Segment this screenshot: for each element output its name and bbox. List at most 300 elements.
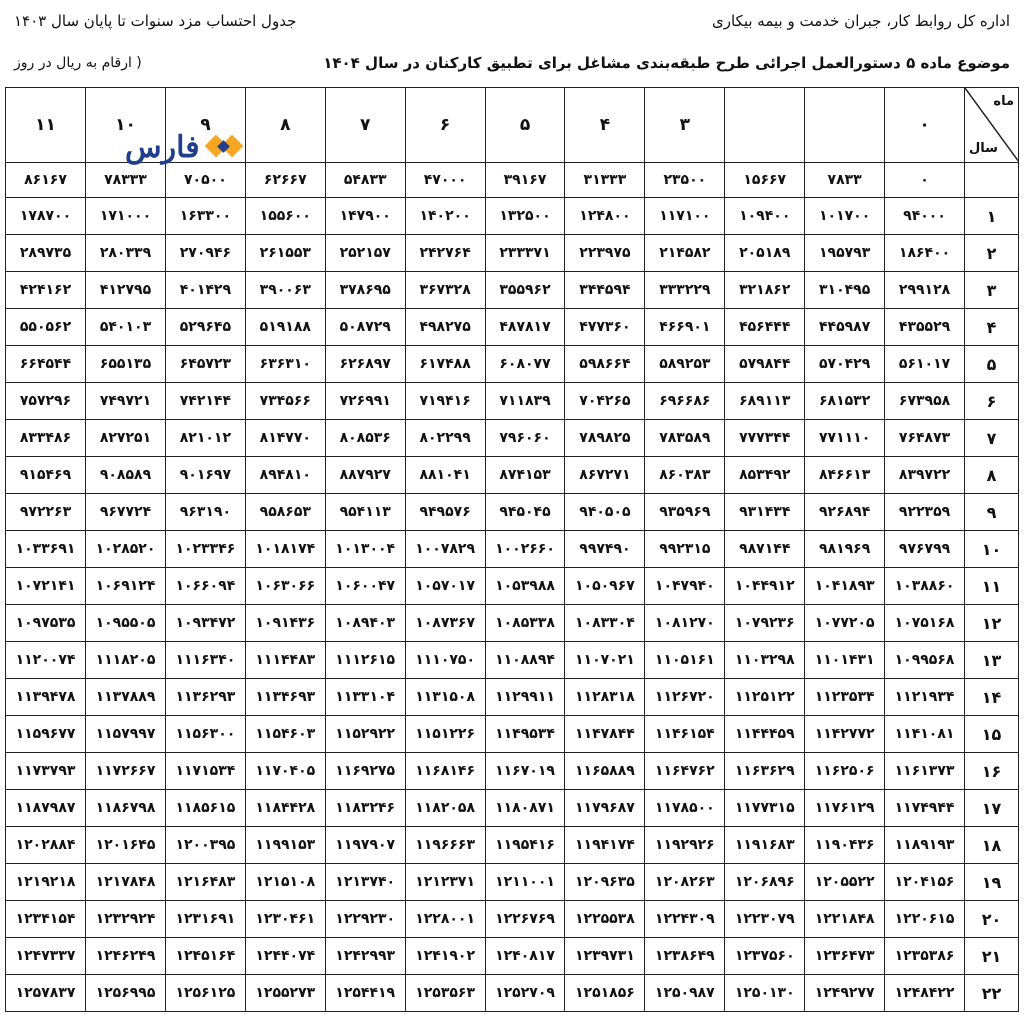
- table-cell: ۱۲۴۵۱۶۴: [165, 938, 245, 975]
- table-cell: ۴۶۶۹۰۱: [645, 309, 725, 346]
- table-cell: ۲۳۳۳۷۱: [485, 235, 565, 272]
- table-cell: ۸۵۳۴۹۲: [725, 457, 805, 494]
- table-cell: ۱۰۸۹۴۰۳: [325, 605, 405, 642]
- table-cell: ۱۸۶۴۰۰: [885, 235, 965, 272]
- table-cell: ۱۰۵۰۹۶۷: [565, 568, 645, 605]
- table-row: [6, 457, 1019, 494]
- table-cell: ۱۱۶۵۸۸۹: [565, 753, 645, 790]
- table-cell: ۲۶۱۵۵۳: [245, 235, 325, 272]
- table-row: [6, 605, 1019, 642]
- table-cell: ۱۱۶۹۲۷۵: [325, 753, 405, 790]
- table-row: [6, 198, 1019, 235]
- table-cell: ۱۱۹۶۶۶۳: [405, 827, 485, 864]
- table-cell: ۱۲۵۳۵۶۳: [405, 975, 485, 1012]
- table-cell: ۹۲۲۳۵۹: [885, 494, 965, 531]
- table-cell: ۱۱۰۸۸۹۴: [485, 642, 565, 679]
- table-cell: ۲۹۹۱۲۸: [885, 272, 965, 309]
- logo-text: فارس: [125, 129, 200, 165]
- table-cell: ۱۲۳۲۹۲۴: [86, 901, 166, 938]
- table-row: [6, 938, 1019, 975]
- table-cell: ۱۱۵۴۶۰۳: [245, 716, 325, 753]
- year-label: ۱۹: [965, 864, 1019, 901]
- table-cell: ۱۰۲۳۳۴۶: [165, 531, 245, 568]
- table-cell: ۸۸۱۰۴۱: [405, 457, 485, 494]
- fars-logo: [125, 126, 265, 168]
- table-cell: ۱۱۸۰۸۷۱: [485, 790, 565, 827]
- table-cell: ۹۰۸۵۸۹: [86, 457, 166, 494]
- table-cell: ۱۲۲۸۰۰۱: [405, 901, 485, 938]
- table-cell: ۱۲۵۰۱۳۰: [725, 975, 805, 1012]
- table-cell: ۱۱۲۵۱۲۲: [725, 679, 805, 716]
- table-cell: ۸۹۴۸۱۰: [245, 457, 325, 494]
- table-cell: ۱۱۲۱۹۳۴: [885, 679, 965, 716]
- year-label: ۲۰: [965, 901, 1019, 938]
- table-cell: ۱۰۸۱۲۷۰: [645, 605, 725, 642]
- table-cell: ۱۲۴۷۳۳۷: [6, 938, 86, 975]
- table-cell: ۷۰۴۲۶۵: [565, 383, 645, 420]
- table-cell: ۱۰۱۸۱۷۴: [245, 531, 325, 568]
- base-cell-2: ۱۵۶۶۷: [725, 163, 805, 198]
- year-label: ۱۳: [965, 642, 1019, 679]
- table-cell: ۵۶۱۰۱۷: [885, 346, 965, 383]
- table-cell: ۱۲۱۵۱۰۸: [245, 864, 325, 901]
- table-cell: ۱۰۰۷۸۲۹: [405, 531, 485, 568]
- table-cell: ۱۲۰۵۵۲۲: [805, 864, 885, 901]
- table-cell: ۱۲۴۸۰۰: [565, 198, 645, 235]
- table-cell: ۴۱۲۷۹۵: [86, 272, 166, 309]
- table-row: [6, 679, 1019, 716]
- year-label: ۱۵: [965, 716, 1019, 753]
- table-row: [6, 420, 1019, 457]
- table-cell: ۱۰۹۳۴۷۲: [165, 605, 245, 642]
- table-cell: ۱۲۰۲۸۸۴: [6, 827, 86, 864]
- table-cell: ۱۰۶۶۰۹۴: [165, 568, 245, 605]
- table-cell: ۴۵۶۴۴۴: [725, 309, 805, 346]
- table-cell: ۱۱۷۷۳۱۵: [725, 790, 805, 827]
- table-cell: ۱۱۷۸۵۰۰: [645, 790, 725, 827]
- table-cell: ۱۱۸۹۱۹۳: [885, 827, 965, 864]
- table-cell: ۹۷۶۷۹۹: [885, 531, 965, 568]
- year-label: ۱۴: [965, 679, 1019, 716]
- base-cell-11: ۸۶۱۶۷: [6, 163, 86, 198]
- table-cell: ۱۲۰۶۸۹۶: [725, 864, 805, 901]
- base-cell-4: ۳۱۳۳۳: [565, 163, 645, 198]
- table-cell: ۹۴۹۵۷۶: [405, 494, 485, 531]
- table-cell: ۱۲۲۰۶۱۵: [885, 901, 965, 938]
- table-cell: ۳۲۱۸۶۲: [725, 272, 805, 309]
- table-cell: ۱۲۳۸۶۴۹: [645, 938, 725, 975]
- table-cell: ۱۱۰۱۴۳۱: [805, 642, 885, 679]
- year-label: ۱۱: [965, 568, 1019, 605]
- table-cell: ۱۲۳۹۷۳۱: [565, 938, 645, 975]
- table-cell: ۷۸۹۸۲۵: [565, 420, 645, 457]
- table-cell: ۷۴۲۱۴۴: [165, 383, 245, 420]
- table-cell: ۱۱۹۲۹۲۶: [645, 827, 725, 864]
- table-cell: ۱۰۴۱۸۹۳: [805, 568, 885, 605]
- table-cell: ۱۱۶۱۳۷۳: [885, 753, 965, 790]
- table-cell: ۱۲۴۸۴۲۲: [885, 975, 965, 1012]
- corner-year-label: سال: [969, 141, 998, 156]
- table-cell: ۱۱۶۷۰۱۹: [485, 753, 565, 790]
- table-cell: ۱۲۵۶۱۲۵: [165, 975, 245, 1012]
- table-cell: ۳۵۵۹۶۲: [485, 272, 565, 309]
- table-cell: ۴۷۷۳۶۰: [565, 309, 645, 346]
- table-cell: ۶۲۶۸۹۷: [325, 346, 405, 383]
- table-row: [6, 568, 1019, 605]
- table-cell: ۱۲۴۱۹۰۲: [405, 938, 485, 975]
- table-cell: ۱۲۵۰۹۸۷: [645, 975, 725, 1012]
- table-cell: ۹۸۱۹۶۹: [805, 531, 885, 568]
- corner-month-label: ماه: [993, 94, 1014, 109]
- table-cell: ۱۱۷۱۰۰: [645, 198, 725, 235]
- table-cell: ۱۱۶۲۵۰۶: [805, 753, 885, 790]
- year-label: ۳: [965, 272, 1019, 309]
- department-title: اداره کل روابط کار، جبران خدمت و بیمه بیکاری: [712, 12, 1010, 30]
- table-cell: ۸۶۰۳۸۳: [645, 457, 725, 494]
- table-cell: ۶۵۵۱۳۵: [86, 346, 166, 383]
- subject-line: موضوع ماده ۵ دستورالعمل اجرائی طرح طبقه‌بندی مشاغل برای تطبیق کارکنان در سال ۱۴۰۴: [323, 54, 1010, 72]
- table-cell: ۱۱۸۶۷۹۸: [86, 790, 166, 827]
- table-cell: ۱۱۷۱۵۳۴: [165, 753, 245, 790]
- table-cell: ۵۰۸۷۲۹: [325, 309, 405, 346]
- table-cell: ۴۲۴۱۶۲: [6, 272, 86, 309]
- table-cell: ۲۸۰۳۳۹: [86, 235, 166, 272]
- table-cell: ۱۱۳۱۵۰۸: [405, 679, 485, 716]
- table-cell: ۱۲۵۱۸۵۶: [565, 975, 645, 1012]
- table-cell: ۱۰۸۷۳۶۷: [405, 605, 485, 642]
- table-cell: ۱۰۶۹۱۲۴: [86, 568, 166, 605]
- base-cell-9: ۷۰۵۰۰: [165, 163, 245, 198]
- table-cell: ۱۲۰۰۳۹۵: [165, 827, 245, 864]
- table-cell: ۵۸۹۲۵۳: [645, 346, 725, 383]
- year-label: ۱۰: [965, 531, 1019, 568]
- year-label: ۱۸: [965, 827, 1019, 864]
- table-cell: ۱۲۵۴۴۱۹: [325, 975, 405, 1012]
- table-cell: ۱۱۳۷۸۸۹: [86, 679, 166, 716]
- table-row: [6, 531, 1019, 568]
- table-cell: ۱۰۶۳۰۶۶: [245, 568, 325, 605]
- wage-table: [5, 87, 1019, 1012]
- month-header-6: ۶: [405, 88, 485, 163]
- table-cell: ۸۴۶۶۱۳: [805, 457, 885, 494]
- table-cell: ۴۹۸۲۷۵: [405, 309, 485, 346]
- month-header-2: [725, 88, 805, 163]
- base-cell-5: ۳۹۱۶۷: [485, 163, 565, 198]
- table-cell: ۲۲۳۹۷۵: [565, 235, 645, 272]
- table-cell: ۱۲۴۲۹۹۳: [325, 938, 405, 975]
- table-cell: ۱۶۳۳۰۰: [165, 198, 245, 235]
- table-cell: ۲۱۴۵۸۲: [645, 235, 725, 272]
- table-cell: ۹۲۶۸۹۴: [805, 494, 885, 531]
- table-row: [6, 494, 1019, 531]
- table-row: [6, 864, 1019, 901]
- table-cell: ۱۱۶۳۶۲۹: [725, 753, 805, 790]
- table-cell: ۱۱۳۳۱۰۴: [325, 679, 405, 716]
- table-cell: ۱۰۹۹۵۶۸: [885, 642, 965, 679]
- table-cell: ۱۲۳۵۳۸۶: [885, 938, 965, 975]
- table-cell: ۷۷۷۳۴۴: [725, 420, 805, 457]
- table-cell: ۳۱۰۴۹۵: [805, 272, 885, 309]
- table-cell: ۱۰۸۳۳۰۴: [565, 605, 645, 642]
- table-cell: ۳۳۳۲۲۹: [645, 272, 725, 309]
- table-cell: ۱۲۳۰۴۶۱: [245, 901, 325, 938]
- table-cell: ۱۴۰۲۰۰: [405, 198, 485, 235]
- table-cell: ۹۹۲۳۱۵: [645, 531, 725, 568]
- table-cell: ۱۲۵۵۲۷۳: [245, 975, 325, 1012]
- table-cell: ۹۴۵۰۴۵: [485, 494, 565, 531]
- month-header-11: ۱۱: [6, 88, 86, 163]
- table-cell: ۱۲۱۲۳۷۱: [405, 864, 485, 901]
- table-cell: ۱۲۱۳۷۴۰: [325, 864, 405, 901]
- table-cell: ۵۲۹۶۴۵: [165, 309, 245, 346]
- month-header-10: ۱۰: [86, 88, 166, 163]
- base-cell-6: ۴۷۰۰۰: [405, 163, 485, 198]
- table-cell: ۱۰۱۷۰۰: [805, 198, 885, 235]
- table-cell: ۱۱۴۶۱۵۴: [645, 716, 725, 753]
- table-cell: ۱۱۵۱۲۲۶: [405, 716, 485, 753]
- table-cell: ۱۰۴۴۹۱۲: [725, 568, 805, 605]
- table-cell: ۱۰۳۳۶۹۱: [6, 531, 86, 568]
- table-cell: ۷۲۶۹۹۱: [325, 383, 405, 420]
- table-cell: ۱۲۰۹۶۳۵: [565, 864, 645, 901]
- table-row: [6, 827, 1019, 864]
- table-cell: ۱۰۷۵۱۶۸: [885, 605, 965, 642]
- table-cell: ۵۵۰۵۶۲: [6, 309, 86, 346]
- table-cell: ۷۱۱۸۳۹: [485, 383, 565, 420]
- table-row: [6, 975, 1019, 1012]
- table-cell: ۱۰۶۰۰۴۷: [325, 568, 405, 605]
- table-cell: ۱۲۴۴۰۷۴: [245, 938, 325, 975]
- table-cell: ۹۳۵۹۶۹: [645, 494, 725, 531]
- table-cell: ۱۱۴۲۷۷۲: [805, 716, 885, 753]
- table-cell: ۹۴۰۰۰: [885, 198, 965, 235]
- table-row: [6, 272, 1019, 309]
- table-cell: ۱۱۱۸۲۰۵: [86, 642, 166, 679]
- table-cell: ۱۱۶۸۱۴۶: [405, 753, 485, 790]
- table-cell: ۲۴۲۷۶۴: [405, 235, 485, 272]
- table-cell: ۶۹۶۶۸۶: [645, 383, 725, 420]
- table-cell: ۶۱۷۴۸۸: [405, 346, 485, 383]
- table-cell: ۱۱۸۳۲۴۶: [325, 790, 405, 827]
- table-cell: ۱۱۲۶۷۲۰: [645, 679, 725, 716]
- header-right: [323, 10, 1010, 74]
- table-cell: ۱۲۰۱۶۴۵: [86, 827, 166, 864]
- table-cell: ۱۰۷۷۲۰۵: [805, 605, 885, 642]
- table-cell: ۱۱۹۵۴۱۶: [485, 827, 565, 864]
- month-header-8: ۸: [245, 88, 325, 163]
- table-cell: ۱۲۳۷۵۶۰: [725, 938, 805, 975]
- table-cell: ۱۱۸۲۰۵۸: [405, 790, 485, 827]
- year-label: ۱۶: [965, 753, 1019, 790]
- table-cell: ۸۲۷۲۵۱: [86, 420, 166, 457]
- table-cell: ۱۲۱۹۲۱۸: [6, 864, 86, 901]
- table-row: [6, 790, 1019, 827]
- base-cell-8: ۶۲۶۶۷: [245, 163, 325, 198]
- table-cell: ۶۳۶۳۱۰: [245, 346, 325, 383]
- year-label: ۲: [965, 235, 1019, 272]
- table-cell: ۱۰۳۸۸۶۰: [885, 568, 965, 605]
- base-cell-10: ۷۸۳۳۳: [86, 163, 166, 198]
- year-label: ۱۲: [965, 605, 1019, 642]
- table-cell: ۱۱۴۷۸۴۴: [565, 716, 645, 753]
- month-header-5: ۵: [485, 88, 565, 163]
- month-header-4: ۴: [565, 88, 645, 163]
- table-cell: ۴۸۷۸۱۷: [485, 309, 565, 346]
- table-cell: ۱۰۴۷۹۴۰: [645, 568, 725, 605]
- table-cell: ۲۵۲۱۵۷: [325, 235, 405, 272]
- table-cell: ۷۵۷۲۹۶: [6, 383, 86, 420]
- table-cell: ۴۳۵۵۲۹: [885, 309, 965, 346]
- table-cell: ۱۲۲۱۸۴۸: [805, 901, 885, 938]
- table-cell: ۳۹۰۰۶۳: [245, 272, 325, 309]
- table-cell: ۱۱۳۴۶۹۳: [245, 679, 325, 716]
- table-cell: ۱۱۴۱۰۸۱: [885, 716, 965, 753]
- table-cell: ۶۸۱۵۳۲: [805, 383, 885, 420]
- table-cell: ۱۲۴۶۲۴۹: [86, 938, 166, 975]
- table-cell: ۱۲۵۲۷۰۹: [485, 975, 565, 1012]
- table-cell: ۷۹۶۰۶۰: [485, 420, 565, 457]
- table-cell: ۱۱۵۹۶۷۷: [6, 716, 86, 753]
- year-label: ۸: [965, 457, 1019, 494]
- month-header-9: ۹: [165, 88, 245, 163]
- table-cell: ۱۱۲۸۳۱۸: [565, 679, 645, 716]
- table-row: [6, 642, 1019, 679]
- table-cell: ۱۱۵۷۹۹۷: [86, 716, 166, 753]
- year-label: ۷: [965, 420, 1019, 457]
- table-cell: ۶۶۴۵۴۴: [6, 346, 86, 383]
- table-row: [6, 235, 1019, 272]
- table-cell: ۱۰۷۲۱۴۱: [6, 568, 86, 605]
- table-cell: ۱۱۰۳۲۹۸: [725, 642, 805, 679]
- table-cell: ۱۱۹۴۱۷۴: [565, 827, 645, 864]
- table-cell: ۳۴۴۵۹۴: [565, 272, 645, 309]
- year-label: ۶: [965, 383, 1019, 420]
- table-cell: ۱۱۵۲۹۲۲: [325, 716, 405, 753]
- table-cell: ۷۴۹۷۲۱: [86, 383, 166, 420]
- table-cell: ۱۱۱۰۷۵۰: [405, 642, 485, 679]
- units-note: ( ارقام به ریال در روز: [14, 55, 142, 71]
- table-cell: ۸۲۱۰۱۲: [165, 420, 245, 457]
- table-cell: ۱۰۷۹۲۳۶: [725, 605, 805, 642]
- table-cell: ۱۱۴۹۵۳۴: [485, 716, 565, 753]
- table-cell: ۳۷۸۶۹۵: [325, 272, 405, 309]
- table-cell: ۱۱۱۴۴۸۳: [245, 642, 325, 679]
- table-cell: ۸۳۳۴۸۶: [6, 420, 86, 457]
- table-cell: ۷۷۱۱۱۰: [805, 420, 885, 457]
- year-label: ۴: [965, 309, 1019, 346]
- table-title: جدول احتساب مزد سنوات تا پایان سال ۱۴۰۳: [14, 12, 297, 30]
- table-cell: ۲۷۰۹۴۶: [165, 235, 245, 272]
- year-label: ۵: [965, 346, 1019, 383]
- base-cell-0: ۰: [885, 163, 965, 198]
- year-label: ۲۱: [965, 938, 1019, 975]
- year-label: ۹: [965, 494, 1019, 531]
- table-cell: ۱۲۳۱۶۹۱: [165, 901, 245, 938]
- table-cell: ۱۱۹۱۶۸۳: [725, 827, 805, 864]
- table-row: [6, 716, 1019, 753]
- table-cell: ۸۸۷۹۲۷: [325, 457, 405, 494]
- table-cell: ۱۱۲۹۹۱۱: [485, 679, 565, 716]
- table-cell: ۱۰۹۴۰۰: [725, 198, 805, 235]
- table-cell: ۱۲۳۴۱۵۴: [6, 901, 86, 938]
- table-cell: ۱۱۷۹۶۸۷: [565, 790, 645, 827]
- table-row: [6, 346, 1019, 383]
- table-cell: ۸۰۲۲۹۹: [405, 420, 485, 457]
- table-cell: ۷۸۳۵۸۹: [645, 420, 725, 457]
- table-cell: ۸۰۸۵۳۶: [325, 420, 405, 457]
- table-cell: ۱۰۵۷۰۱۷: [405, 568, 485, 605]
- table-cell: ۱۰۹۷۵۳۵: [6, 605, 86, 642]
- year-label: ۲۲: [965, 975, 1019, 1012]
- table-cell: ۱۲۰۸۲۶۳: [645, 864, 725, 901]
- table-cell: ۵۷۹۸۴۴: [725, 346, 805, 383]
- month-header-0: ۰: [885, 88, 965, 163]
- table-cell: ۱۴۷۹۰۰: [325, 198, 405, 235]
- table-cell: ۱۲۱۷۸۴۸: [86, 864, 166, 901]
- table-cell: ۲۸۹۷۳۵: [6, 235, 86, 272]
- table-cell: ۹۴۰۵۰۵: [565, 494, 645, 531]
- table-cell: ۶۸۹۱۱۳: [725, 383, 805, 420]
- table-cell: ۹۹۷۴۹۰: [565, 531, 645, 568]
- table-cell: ۹۷۲۲۶۳: [6, 494, 86, 531]
- table-cell: ۵۹۸۶۶۴: [565, 346, 645, 383]
- table-cell: ۱۲۱۶۴۸۳: [165, 864, 245, 901]
- table-cell: ۹۵۴۱۱۳: [325, 494, 405, 531]
- table-cell: ۵۱۹۱۸۸: [245, 309, 325, 346]
- table-cell: ۱۱۱۶۳۴۰: [165, 642, 245, 679]
- table-cell: ۱۳۲۵۰۰: [485, 198, 565, 235]
- table-cell: ۱۰۹۱۴۳۶: [245, 605, 325, 642]
- table-cell: ۱۲۰۴۱۵۶: [885, 864, 965, 901]
- table-cell: ۳۶۷۳۲۸: [405, 272, 485, 309]
- table-cell: ۱۱۲۰۰۷۴: [6, 642, 86, 679]
- year-label: ۱۷: [965, 790, 1019, 827]
- table-cell: ۱۰۹۵۵۰۵: [86, 605, 166, 642]
- month-header-3: ۳: [645, 88, 725, 163]
- table-cell: ۱۱۹۷۹۰۷: [325, 827, 405, 864]
- table-cell: ۴۰۱۴۲۹: [165, 272, 245, 309]
- table-cell: ۱۲۱۱۰۰۱: [485, 864, 565, 901]
- table-cell: ۱۰۰۲۶۶۰: [485, 531, 565, 568]
- table-cell: ۱۲۲۹۲۳۰: [325, 901, 405, 938]
- table-cell: ۸۱۴۷۷۰: [245, 420, 325, 457]
- table-cell: ۱۲۲۶۷۶۹: [485, 901, 565, 938]
- table-cell: ۹۶۳۱۹۰: [165, 494, 245, 531]
- header-left: [14, 10, 354, 74]
- table-row: [6, 309, 1019, 346]
- table-cell: ۱۵۵۶۰۰: [245, 198, 325, 235]
- table-cell: ۷۱۹۴۱۶: [405, 383, 485, 420]
- table-cell: ۱۱۴۴۴۵۹: [725, 716, 805, 753]
- table-cell: ۱۰۲۸۵۲۰: [86, 531, 166, 568]
- table-cell: ۱۲۲۳۰۷۹: [725, 901, 805, 938]
- table-cell: ۱۱۷۲۶۶۷: [86, 753, 166, 790]
- base-cell-3: ۲۳۵۰۰: [645, 163, 725, 198]
- table-cell: ۱۱۸۴۴۲۸: [245, 790, 325, 827]
- table-cell: ۸۳۹۷۲۲: [885, 457, 965, 494]
- table-cell: ۱۲۲۴۳۰۹: [645, 901, 725, 938]
- table-cell: ۱۲۵۷۸۳۷: [6, 975, 86, 1012]
- base-cell-7: ۵۴۸۳۳: [325, 163, 405, 198]
- table-cell: ۱۱۷۴۹۴۴: [885, 790, 965, 827]
- table-cell: ۱۲۴۰۸۱۷: [485, 938, 565, 975]
- year-label: ۱: [965, 198, 1019, 235]
- table-cell: ۱۱۹۰۴۳۶: [805, 827, 885, 864]
- table-cell: ۱۱۹۹۱۵۳: [245, 827, 325, 864]
- table-cell: ۱۱۱۲۶۱۵: [325, 642, 405, 679]
- table-cell: ۱۱۶۴۷۶۲: [645, 753, 725, 790]
- table-cell: ۱۱۵۶۳۰۰: [165, 716, 245, 753]
